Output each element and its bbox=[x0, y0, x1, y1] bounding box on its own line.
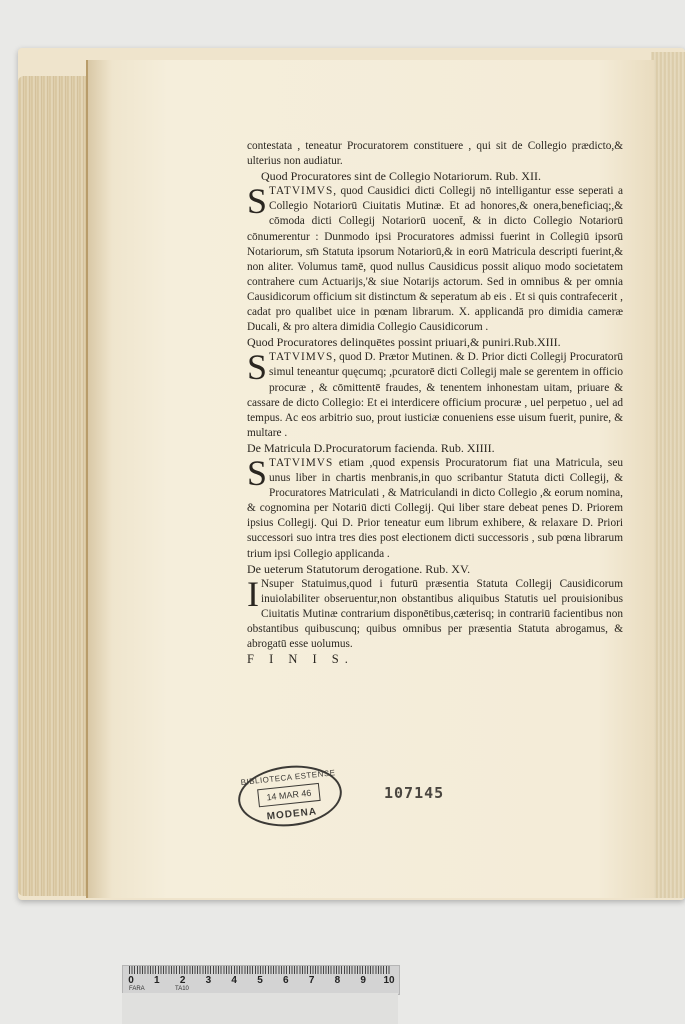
lead-word: TATVIMVS bbox=[269, 185, 334, 198]
ruler-number: 6 bbox=[283, 975, 289, 986]
statute-paragraph bbox=[247, 347, 623, 441]
scale-ruler bbox=[122, 965, 400, 995]
lead-word: TATVIMVS bbox=[269, 351, 334, 364]
ruler-number: 10 bbox=[383, 975, 395, 986]
paragraph-body: , quod Causidici dicti Collegij nō intelligantur esse seperati a Collegio Notariorū Ciuitatis Mutinæ. Et ad honores,& onera,beneficiaq;,& cōmoda dicti Collegij Notariorū uocent̄, & in dicto Collegio Notariorū cōnumerentur : Dunmodo ipsi Procuratores admissi fuerint in Collegiū ipsorū Notariorum, sm̄ Statuta ipsorum Notariorū,& in eorū Matricula descripti fuerint,& non aliter. Volumus tamē, quod nullus Causidicus possit aliquo modo societatem contrahere cum Actuarijs,'& siue Notarijs actorum. Sed in omnibus & per omnia Causidicorum officium sit distinctum & seperatum ab eis . Et si quis contrafecerit , cadat pro qualibet uice in pœnam librarum. X. applicandā pro dimidia cameræ Ducali, & pro altera dimidia Collegio Causidicorum . bbox=[247, 185, 623, 334]
ruler-number: 5 bbox=[257, 975, 263, 986]
paragraph-body: Nsuper Statuimus,quod i futurū præsentia Statuta Collegij Causidicorum inuiolabiliter obseruentur,non obstantibus aliquibus Statutis uel prouisionibus Ciuitatis Mutinæ contrarium disponētibus,cæterisq; in contrariū facientibus non obstantibus quibuscunq; quibus omnibus per præsentia Statuta abrogamus, & abrogatū esse uolumus. bbox=[247, 577, 623, 651]
statute-paragraph bbox=[247, 181, 623, 335]
drop-cap: S bbox=[247, 347, 268, 388]
ruler-number: 8 bbox=[334, 975, 341, 986]
ruler-brand: FARA bbox=[129, 986, 145, 992]
left-page-edges bbox=[18, 76, 88, 896]
shelfmark-number: 107145 bbox=[384, 784, 445, 802]
ruler-number: 1 bbox=[154, 975, 160, 986]
drop-cap: S bbox=[247, 181, 268, 222]
sections bbox=[247, 169, 623, 652]
statute-paragraph bbox=[247, 452, 623, 562]
rubric-heading: Quod Procuratores sint de Collegio Notariorum. Rub. XII. bbox=[261, 169, 541, 184]
ruler-number: 7 bbox=[308, 975, 315, 986]
stamp-date: 14 MAR 46 bbox=[257, 783, 321, 807]
right-page-edges bbox=[651, 52, 685, 898]
ruler-number: 3 bbox=[205, 975, 212, 986]
paragraph-body: , quod D. Prætor Mutinen. & D. Prior dicti Collegij Procuratorū simul teneantur quęcumq; ,pcuratorē dicti Collegij male se gerentem in officio procuræ , & cōmittentē fraudes, & tenentem inhonestam uitam, priuare & cassare de dicto Collegio: Et ei interdicere officium procuræ , uel perpetuo , uel ad tempus. Ac eos arbitrio suo, prout iusticiæ conueniens esse uisum fuerit, punire, & multare . bbox=[247, 351, 623, 439]
ruler-number: 9 bbox=[360, 975, 366, 986]
stamp-bottom-text: MODENA bbox=[266, 806, 318, 823]
ruler-code: TA10 bbox=[175, 986, 189, 992]
intro-text: contestata , teneatur Procuratorem constituere , qui sit de Collegio prædicto,& ulterius non audiatur. bbox=[247, 140, 623, 168]
statute-paragraph bbox=[247, 573, 623, 652]
ruler-tab bbox=[122, 993, 398, 1024]
finis-text: F I N I S. bbox=[247, 652, 354, 667]
ruler-number: 4 bbox=[231, 975, 237, 986]
page-text bbox=[247, 139, 623, 667]
stamp-top-text: BIBLIOTECA ESTENSE bbox=[240, 768, 336, 788]
rubric-heading: De ueterum Statutorum derogatione. Rub. XV. bbox=[247, 561, 471, 576]
ruler-number: 2 bbox=[179, 975, 186, 986]
rubric-heading: Quod Procuratores delinquētes possint priuari,& puniri.Rub.XIII. bbox=[247, 335, 561, 350]
ruler-numbers bbox=[123, 975, 399, 987]
lead-word: TATVIMVS bbox=[269, 456, 334, 469]
ruler-ticks bbox=[129, 966, 391, 974]
ruler-number: 0 bbox=[128, 975, 134, 986]
paragraph-body: etiam ,quod expensis Procuratorum fiat una Matricula, seu unus liber in chartis menbranis,in quo scribantur Statuta dicti Collegij, & Procuratores Matriculati , & Matriculandi in dicto Collegio ,& eorum nomina, & cognomina per Notariū dicti Collegij. Qui liber stare debeat penes D. Priorem ipsius Collegij. Qui D. Prior teneatur eum librum exhibere, & relaxare D. Priori successori suo intra tres dies post electionem dicti successoris , sub pœna librarum trium ipsi Collegio applicanda . bbox=[247, 456, 623, 560]
drop-cap: I bbox=[247, 573, 259, 614]
drop-cap: S bbox=[247, 452, 268, 493]
rubric-heading: De Matricula D.Procuratorum facienda. Rub. XIIII. bbox=[247, 440, 495, 455]
